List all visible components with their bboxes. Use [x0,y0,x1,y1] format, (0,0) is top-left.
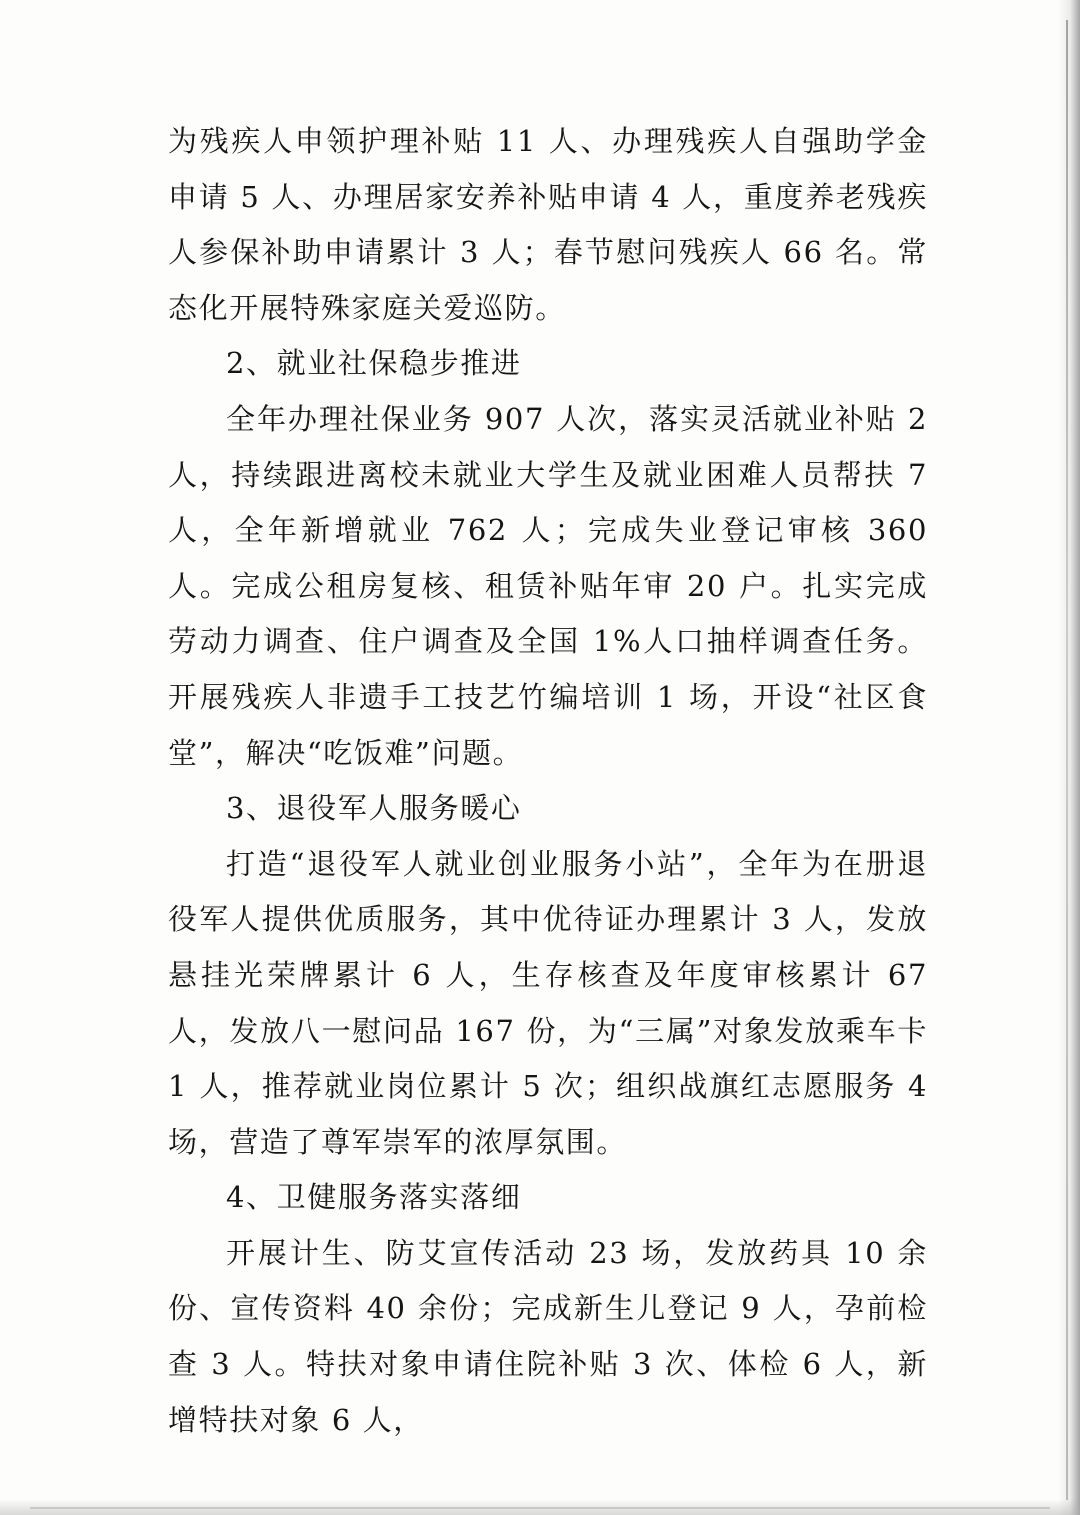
paragraph-employment-social-security: 全年办理社保业务 907 人次，落实灵活就业补贴 2 人，持续跟进离校未就业大学生及就业困难人员帮扶 7 人，全年新增就业 762 人；完成失业登记审核 360 人。完成公租房复核、租赁补贴年审 20 户。扎实完成劳动力调查、住户调查及全国 1%人口抽样调查任务。开展残疾人非遗手工技艺竹编培训 1 场，开设“社区食堂”，解决“吃饭难”问题。 [168,401,928,770]
page-edge-line-bottom [30,1507,1050,1509]
paragraph-disability-services: 为残疾人申领护理补贴 11 人、办理残疾人自强助学金申请 5 人、办理居家安养补贴申请 4 人，重度养老残疾人参保补助申请累计 3 人；春节慰问残疾人 66 名。常态化开展特殊家庭关爱巡防。 [168,124,928,325]
heading-employment-social-security: 2、就业社保稳步推进 [226,346,522,381]
heading-veterans-services: 3、退役军人服务暖心 [226,791,522,826]
document-body [168,114,928,1448]
page-edge-shadow-right [1058,0,1080,1515]
page-edge-line-right [1066,20,1068,1500]
paragraph-health-services: 开展计生、防艾宣传活动 23 场，发放药具 10 余份、宣传资料 40 余份；完成新生儿登记 9 人，孕前检查 3 人。特扶对象申请住院补贴 3 次、体检 6 人，新增特扶对象 6 人， [168,1235,928,1437]
heading-health-services: 4、卫健服务落实落细 [226,1180,522,1215]
paragraph-veterans-services: 打造“退役军人就业创业服务小站”，全年为在册退役军人提供优质服务，其中优待证办理累计 3 人，发放悬挂光荣牌累计 6 人，生存核查及年度审核累计 67 人，发放八一慰问品 167 份，为“三属”对象发放乘车卡 1 人，推荐就业岗位累计 5 次；组织战旗红志愿服务 4 场，营造了尊军崇军的浓厚氛围。 [168,846,928,1159]
